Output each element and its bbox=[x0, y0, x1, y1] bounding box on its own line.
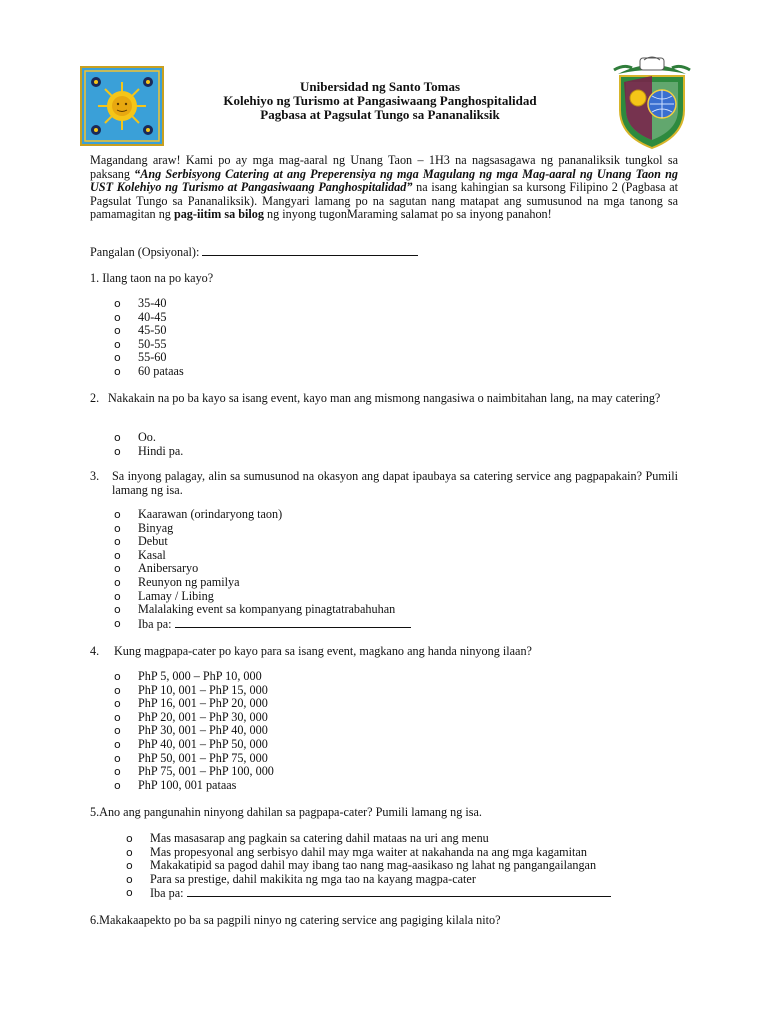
bubble-icon[interactable]: o bbox=[114, 724, 121, 738]
bubble-icon[interactable]: o bbox=[126, 832, 133, 845]
option-item[interactable]: o Reunyon ng pamilya bbox=[114, 574, 240, 589]
bubble-icon[interactable]: o bbox=[114, 765, 121, 779]
question-3-options bbox=[114, 508, 411, 630]
bubble-icon[interactable]: o bbox=[114, 737, 121, 751]
option-item[interactable]: o Iba pa: bbox=[126, 886, 611, 900]
name-field-label: Pangalan (Opsiyonal): bbox=[90, 245, 203, 259]
bubble-icon[interactable]: o bbox=[126, 845, 133, 859]
research-title: “Ang Serbisyong Catering at ang Preperensiya ng mga Magulang ng mga Mag-aaral ng Unang Taon ng UST Kolehiyo ng Turismo at Pangasiwaang Panghospitalidad” bbox=[90, 166, 678, 195]
option-item[interactable]: o Debut bbox=[114, 534, 168, 549]
option-item[interactable]: o PhP 40, 001 – PhP 50, 000 bbox=[114, 736, 268, 751]
bubble-icon[interactable]: o bbox=[126, 886, 133, 900]
option-item[interactable]: o PhP 20, 001 – PhP 30, 000 bbox=[114, 709, 268, 724]
option-item[interactable]: o 40-45 bbox=[114, 309, 167, 324]
option-item[interactable]: o PhP 5, 000 – PhP 10, 000 bbox=[114, 669, 262, 683]
option-item[interactable]: o PhP 16, 001 – PhP 20, 000 bbox=[114, 696, 268, 711]
intro-paragraph bbox=[90, 154, 678, 222]
intro-text-3: ng inyong tugonMaraming salamat po sa inyong panahon! bbox=[264, 207, 552, 222]
name-input-line[interactable] bbox=[202, 245, 418, 256]
bubble-icon[interactable]: o bbox=[114, 508, 121, 521]
question-2-options bbox=[114, 431, 183, 458]
bubble-icon[interactable]: o bbox=[114, 697, 121, 711]
option-item[interactable]: o Hindi pa. bbox=[114, 443, 184, 458]
option-item[interactable]: o PhP 100, 001 pataas bbox=[114, 777, 237, 792]
question-6-text: 6.Makakaapekto po ba sa pagpili ninyo ng catering service ang pagiging kilala nito? bbox=[90, 913, 501, 927]
bubble-icon[interactable]: o bbox=[114, 324, 121, 338]
other-answer-line[interactable] bbox=[187, 886, 611, 897]
intro-text-1: Magandang araw! Kami po ay mga mag-aaral ng Unang Taon – 1H3 na nagsasagawa ng pananaliksik tungkol sa paksang bbox=[90, 153, 678, 181]
question-5-options bbox=[126, 832, 611, 900]
bubble-icon[interactable]: o bbox=[114, 751, 121, 765]
question-4-number: 4. bbox=[90, 644, 100, 658]
option-item[interactable]: o Makakatipid sa pagod dahil may ibang tao nang mag-aasikaso ng lahat ng pangangailangan bbox=[126, 858, 597, 873]
question-1-text: 1. Ilang taon na po kayo? bbox=[90, 271, 214, 285]
bubble-icon[interactable]: o bbox=[114, 616, 121, 630]
option-item[interactable]: o Lamay / Libing bbox=[114, 588, 214, 603]
bubble-icon[interactable]: o bbox=[114, 575, 121, 589]
option-item[interactable]: o PhP 75, 001 – PhP 100, 000 bbox=[114, 764, 274, 779]
question-4-text: Kung magpapa-cater po kayo para sa isang event, magkano ang handa ninyong ilaan? bbox=[114, 644, 532, 658]
bubble-icon[interactable]: o bbox=[114, 670, 121, 683]
bubble-icon[interactable]: o bbox=[114, 589, 121, 603]
option-item[interactable]: o Iba pa: bbox=[114, 617, 411, 631]
option-item[interactable]: o Malalaking event sa kompanyang pinagtatrabahuhan bbox=[114, 602, 396, 617]
question-4-options bbox=[114, 670, 274, 792]
question-5 bbox=[90, 806, 482, 820]
option-item[interactable]: o Mas masasarap ang pagkain sa catering dahil mataas na uri ang menu bbox=[126, 831, 489, 845]
bubble-icon[interactable]: o bbox=[114, 521, 121, 535]
university-name: Unibersidad ng Santo Tomas bbox=[299, 79, 461, 94]
bubble-icon[interactable]: o bbox=[126, 859, 133, 873]
intro-text-2: na isang kahingian sa kursong Filipino 2 (Pagbasa at Pagsulat Tungo sa Pananaliksik). Mangyari lamang po na sagutan nang matapat ang sumusunod na mga tanong sa pamamagitan ng bbox=[90, 180, 679, 222]
option-item[interactable]: o PhP 10, 001 – PhP 15, 000 bbox=[114, 682, 268, 697]
question-3-text: Sa inyong palagay, alin sa sumusunod na okasyon ang dapat ipaubaya sa catering service ang pagpapakain? Pumili lamang ng isa. bbox=[112, 469, 678, 497]
bubble-icon[interactable]: o bbox=[114, 444, 121, 458]
option-item[interactable]: o PhP 50, 001 – PhP 75, 000 bbox=[114, 750, 268, 765]
bubble-icon[interactable]: o bbox=[114, 351, 121, 365]
option-item[interactable]: o 55-60 bbox=[114, 350, 167, 365]
question-5-text: 5.Ano ang pangunahin ninyong dahilan sa pagpapa-cater? Pumili lamang ng isa. bbox=[90, 805, 482, 819]
bubble-icon[interactable]: o bbox=[114, 310, 121, 324]
name-field bbox=[90, 245, 418, 260]
option-item[interactable]: o 50-55 bbox=[114, 336, 167, 351]
bubble-icon[interactable]: o bbox=[114, 297, 121, 310]
option-item[interactable]: o Kasal bbox=[114, 547, 166, 562]
question-6 bbox=[90, 914, 501, 928]
bubble-icon[interactable]: o bbox=[114, 778, 121, 792]
option-item[interactable]: o Kaarawan (orindaryong taon) bbox=[114, 507, 283, 521]
question-1 bbox=[90, 272, 213, 286]
option-item[interactable]: o Oo. bbox=[114, 430, 156, 444]
bubble-icon[interactable]: o bbox=[114, 535, 121, 549]
option-item[interactable]: o Anibersaryo bbox=[114, 561, 199, 576]
option-item[interactable]: o Mas propesyonal ang serbisyo dahil may mga waiter at nakahanda na ang mga kagamitan bbox=[126, 844, 587, 859]
option-item[interactable]: o 45-50 bbox=[114, 323, 167, 338]
bubble-icon[interactable]: o bbox=[114, 337, 121, 351]
option-item[interactable]: o 60 pataas bbox=[114, 363, 184, 378]
ust-seal-logo bbox=[80, 66, 164, 146]
option-item[interactable]: o Binyag bbox=[114, 520, 174, 535]
other-answer-line[interactable] bbox=[175, 617, 411, 628]
college-name: Kolehiyo ng Turismo at Pangasiwaang Panghospitalidad bbox=[223, 93, 537, 108]
instruction-emphasis: pag-iitim sa bilog bbox=[173, 207, 264, 222]
bubble-icon[interactable]: o bbox=[114, 562, 121, 576]
bubble-icon[interactable]: o bbox=[114, 364, 121, 378]
college-crest-logo bbox=[604, 52, 700, 152]
question-2-text: Nakakain na po ba kayo sa isang event, kayo man ang mismong nangasiwa o naimbitahan lang, na may catering? bbox=[108, 391, 661, 405]
question-1-options bbox=[114, 297, 184, 379]
question-2-number: 2. bbox=[90, 391, 100, 405]
document-header bbox=[160, 80, 600, 122]
bubble-icon[interactable]: o bbox=[114, 683, 121, 697]
bubble-icon[interactable]: o bbox=[114, 710, 121, 724]
option-item[interactable]: o 35-40 bbox=[114, 296, 167, 310]
bubble-icon[interactable]: o bbox=[114, 548, 121, 562]
option-item[interactable]: o Para sa prestige, dahil makikita ng mga tao na kayang magpa-cater bbox=[126, 871, 476, 886]
bubble-icon[interactable]: o bbox=[126, 872, 133, 886]
option-item[interactable]: o PhP 30, 001 – PhP 40, 000 bbox=[114, 723, 268, 738]
bubble-icon[interactable]: o bbox=[114, 431, 121, 444]
bubble-icon[interactable]: o bbox=[114, 603, 121, 617]
course-name: Pagbasa at Pagsulat Tungo sa Pananaliksik bbox=[260, 107, 500, 122]
question-3-number: 3. bbox=[90, 469, 100, 483]
